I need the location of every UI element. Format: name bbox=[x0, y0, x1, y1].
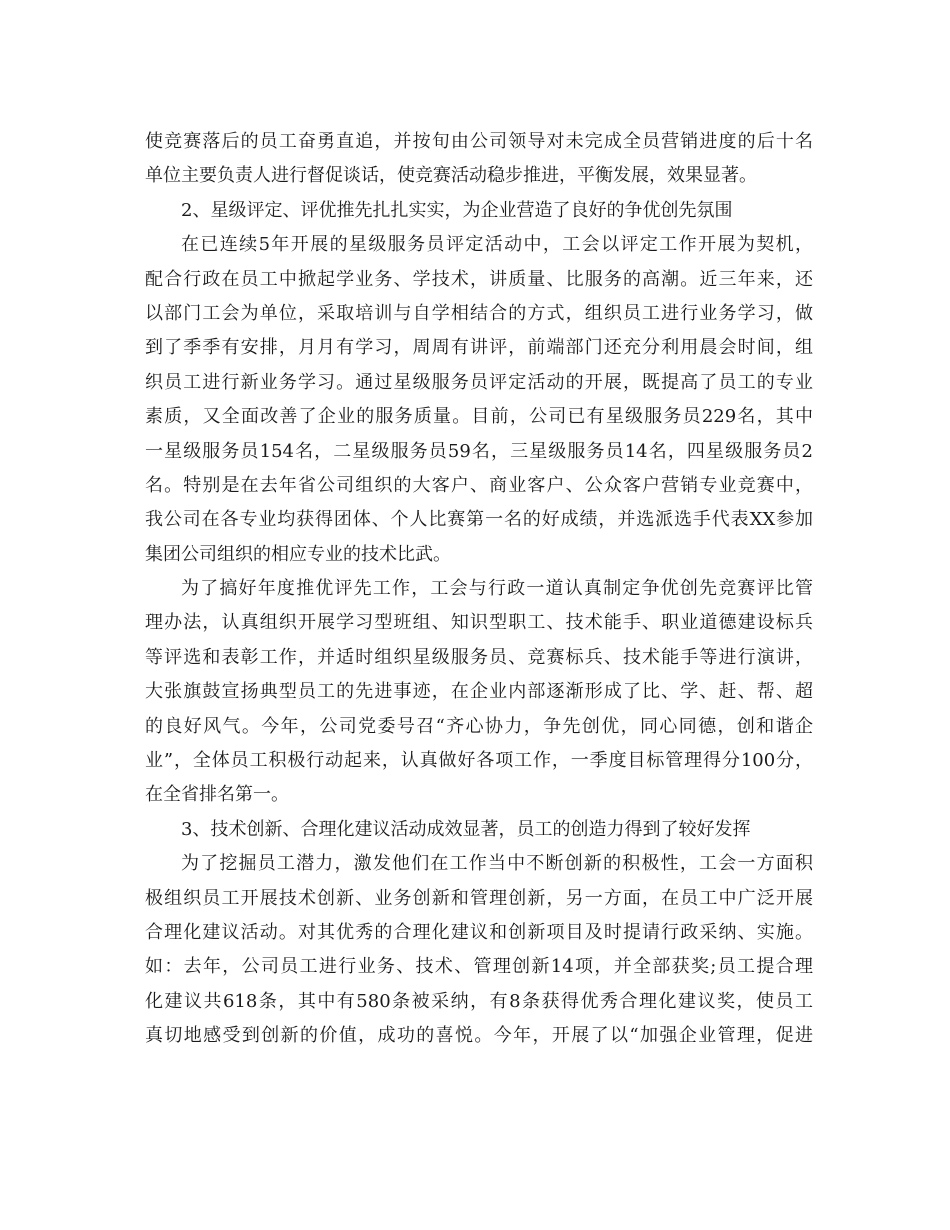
text-line-9: 素质，又全面改善了企业的服务质量。目前，公司已有星级服务员229名，其中 bbox=[145, 406, 813, 428]
text-line-16: 等评选和表彰工作，并适时组织星级服务员、竞赛标兵、技术能手等进行演讲， bbox=[145, 646, 813, 668]
text-line-7: 到了季季有安排，月月有学习，周周有讲评，前端部门还充分利用晨会时间，组 bbox=[145, 337, 813, 359]
text-line-12: 我公司在各专业均获得团体、个人比赛第一名的好成绩，并选派选手代表XX参加 bbox=[145, 509, 813, 531]
text-line-22: 为了挖掘员工潜力，激发他们在工作当中不断创新的积极性，工会一方面积 bbox=[181, 853, 813, 875]
text-line-15: 理办法，认真组织开展学习型班组、知识型职工、技术能手、职业道德建设标兵 bbox=[145, 612, 813, 634]
text-line-4: 在已连续5年开展的星级服务员评定活动中，工会以评定工作开展为契机， bbox=[181, 234, 813, 256]
text-line-2: 单位主要负责人进行督促谈话，使竞赛活动稳步推进，平衡发展，效果显著。 bbox=[145, 165, 757, 187]
document-page bbox=[145, 125, 813, 1054]
text-line-10: 一星级服务员154名，二星级服务员59名，三星级服务员14名，四星级服务员2 bbox=[145, 440, 813, 462]
text-line-17: 大张旗鼓宣扬典型员工的先进事迹，在企业内部逐渐形成了比、学、赶、帮、超 bbox=[145, 681, 813, 703]
text-line-23: 极组织员工开展技术创新、业务创新和管理创新，另一方面，在员工中广泛开展 bbox=[145, 887, 813, 909]
text-line-1: 使竞赛落后的员工奋勇直追，并按旬由公司领导对未完成全员营销进度的后十名 bbox=[145, 131, 813, 152]
section-heading-2: 2、星级评定、评优推先扎扎实实，为企业营造了良好的争优创先氛围 bbox=[181, 199, 733, 221]
text-line-25: 如：去年，公司员工进行业务、技术、管理创新14项，并全部获奖;员工提合理 bbox=[145, 956, 813, 978]
text-line-18: 的良好风气。今年，公司党委号召“齐心协力，争先创优，同心同德，创和谐企 bbox=[145, 715, 813, 737]
text-line-14: 为了搞好年度推优评先工作，工会与行政一道认真制定争优创先竞赛评比管 bbox=[181, 578, 813, 600]
text-line-26: 化建议共618条，其中有580条被采纳，有8条获得优秀合理化建议奖，使员工 bbox=[145, 990, 813, 1012]
section-heading-3: 3、技术创新、合理化建议活动成效显著，员工的创造力得到了较好发挥 bbox=[181, 818, 751, 840]
text-line-19: 业”，全体员工积极行动起来，认真做好各项工作，一季度目标管理得分100分， bbox=[145, 750, 813, 772]
text-line-13: 集团公司组织的相应专业的技术比武。 bbox=[145, 543, 451, 565]
text-line-27: 真切地感受到创新的价值，成功的喜悦。今年，开展了以“加强企业管理，促进 bbox=[145, 1025, 813, 1047]
text-line-11: 名。特别是在去年省公司组织的大客户、商业客户、公众客户营销专业竞赛中， bbox=[145, 474, 813, 496]
text-line-8: 织员工进行新业务学习。通过星级服务员评定活动的开展，既提高了员工的专业 bbox=[145, 371, 813, 393]
text-line-5: 配合行政在员工中掀起学业务、学技术，讲质量、比服务的高潮。近三年来，还 bbox=[145, 268, 813, 290]
text-line-24: 合理化建议活动。对其优秀的合理化建议和创新项目及时提请行政采纳、实施。 bbox=[145, 921, 813, 943]
text-line-20: 在全省排名第一。 bbox=[145, 784, 289, 806]
text-line-6: 以部门工会为单位，采取培训与自学相结合的方式，组织员工进行业务学习，做 bbox=[145, 302, 813, 324]
